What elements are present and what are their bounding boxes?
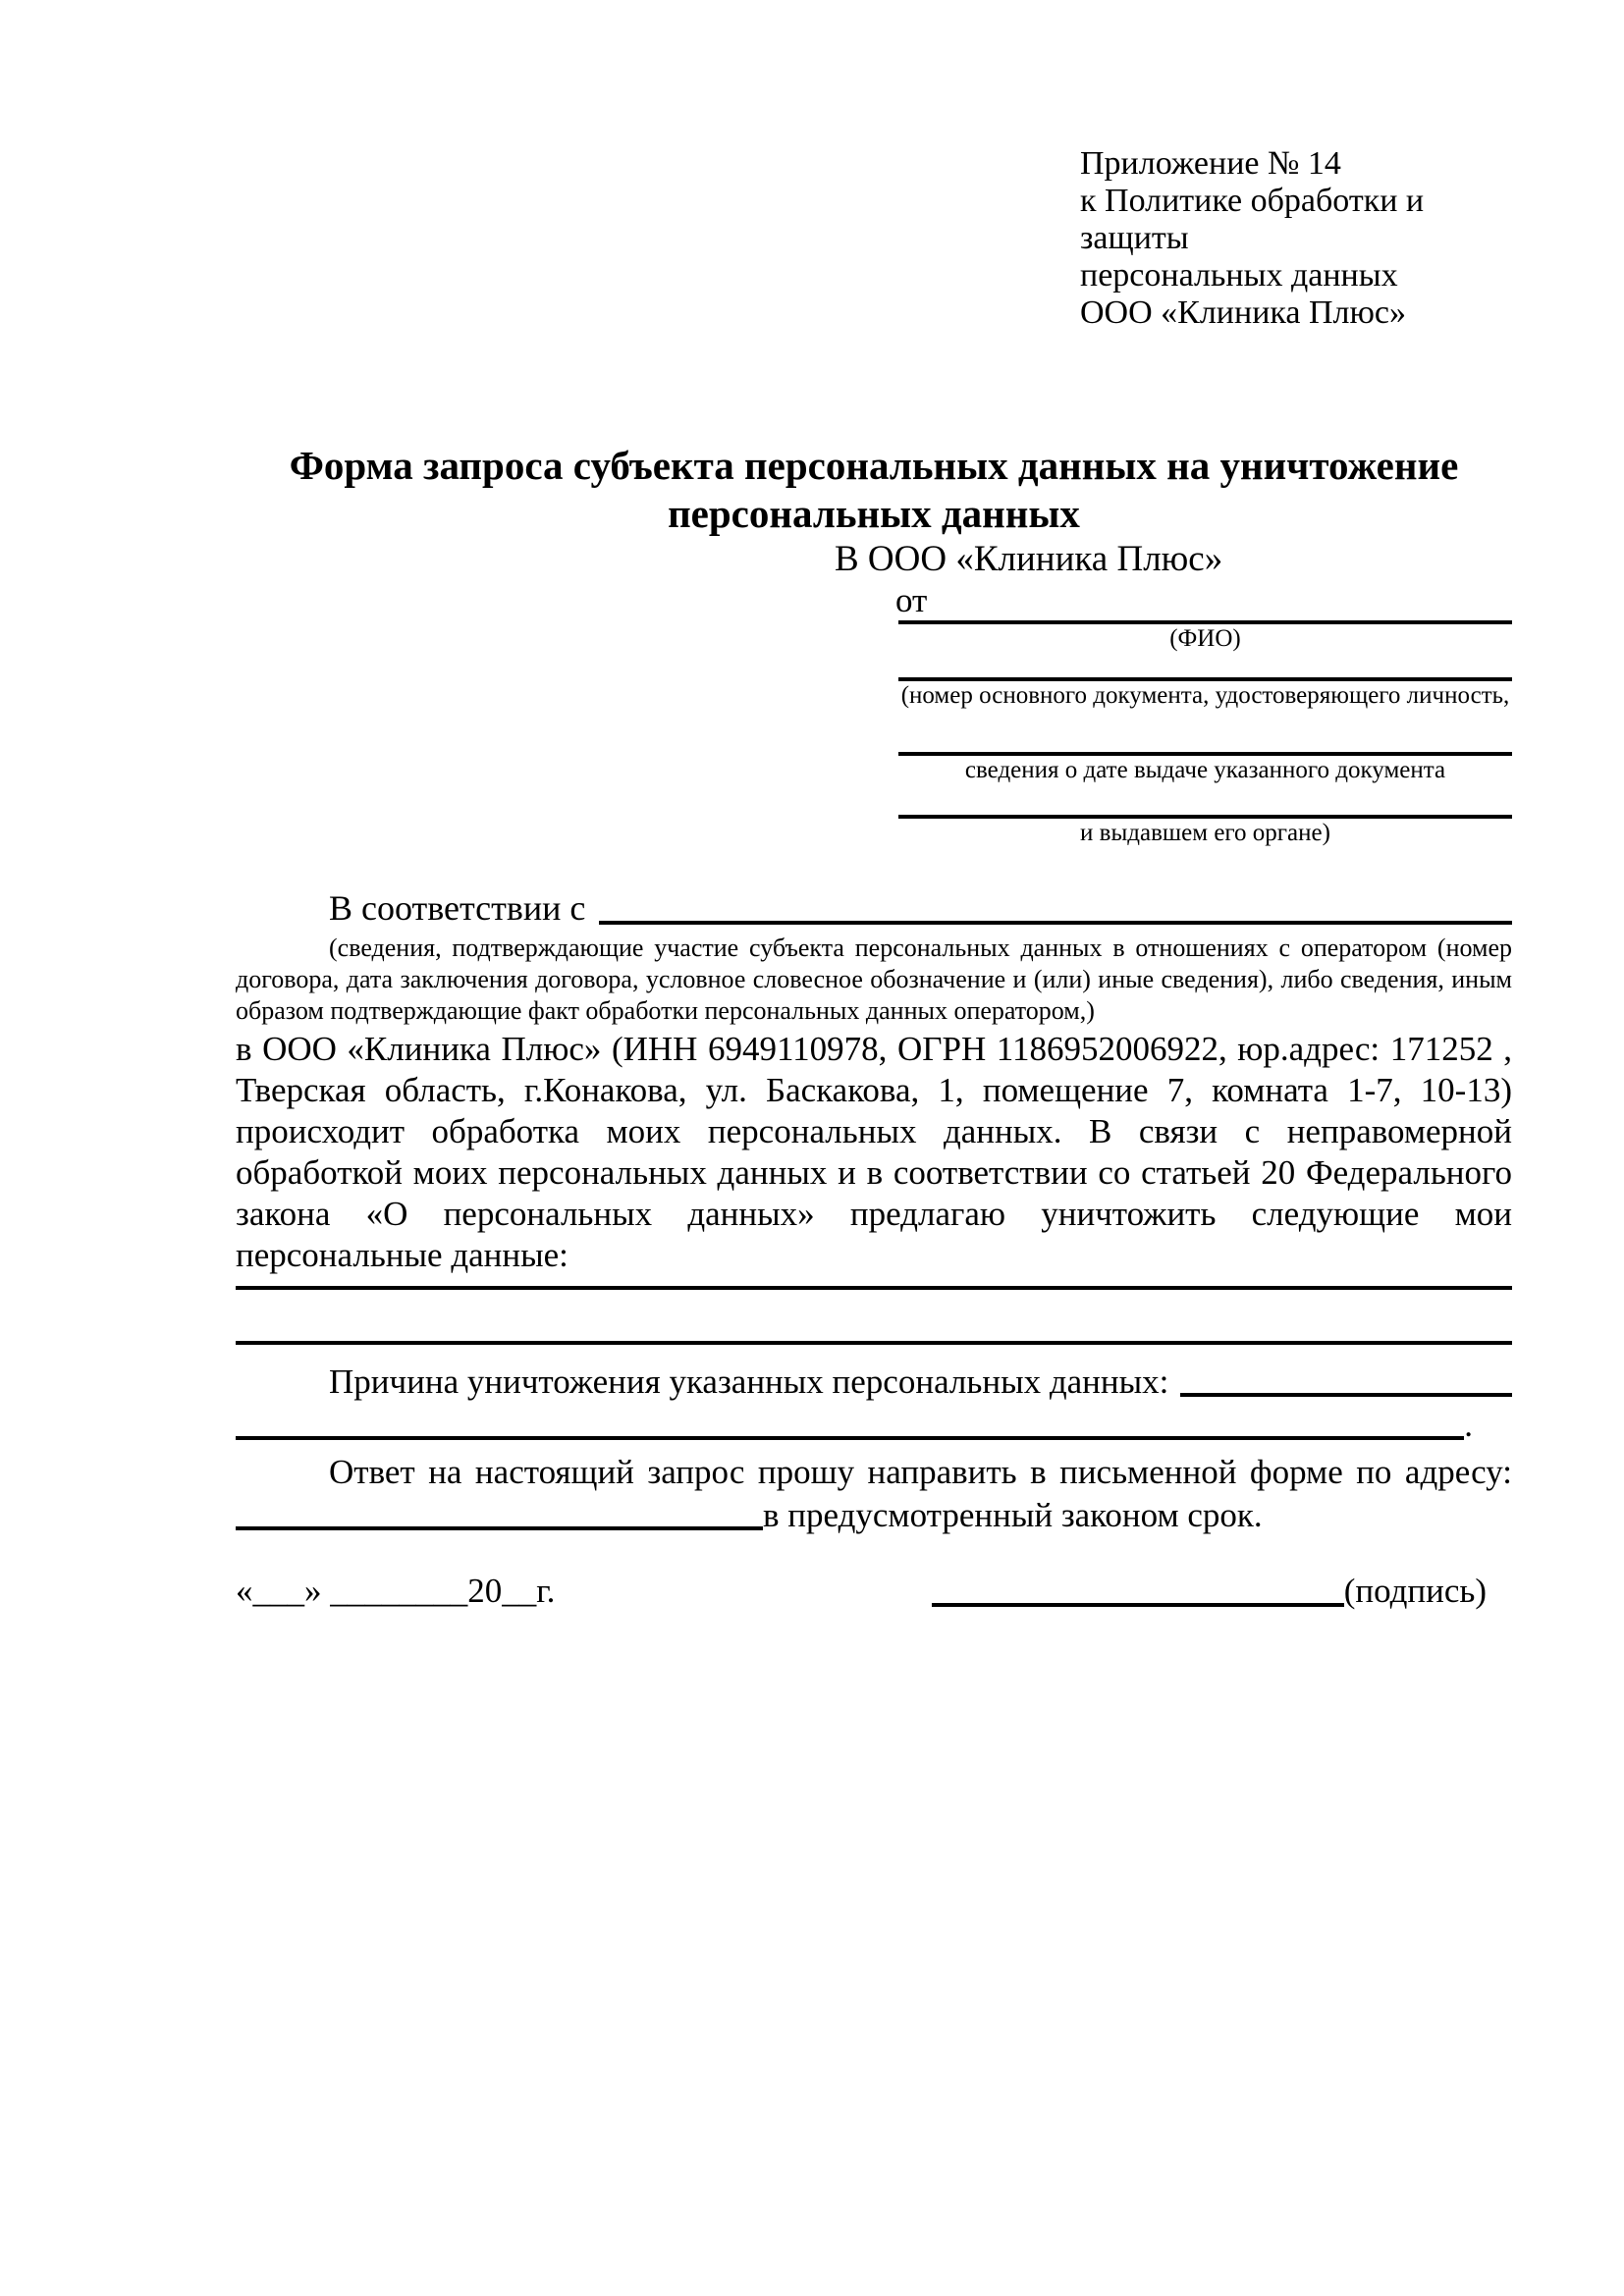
date-signature-row	[236, 1569, 1512, 1614]
reason-row	[236, 1361, 1512, 1404]
form-title	[236, 442, 1512, 538]
reason-label: Причина уничтожения указанных персональных данных:	[329, 1362, 1169, 1401]
accordance-note: (сведения, подтверждающие участие субъекта персональных данных в отношениях с оператором (номер договора, дата заключения договора, условное словесное обозначение и (или) иные сведения), либо сведения, иным образом подтверждающие факт обработки персональных данных оператором,)	[236, 934, 1512, 1025]
document-content	[0, 145, 1624, 1614]
reply-address-blank-line	[236, 1526, 763, 1530]
document-number-caption: (номер основного документа, удостоверяющего личность,	[900, 682, 1510, 709]
reply-tail-text: в предусмотренный законом срок.	[763, 1496, 1263, 1534]
accordance-row	[236, 885, 1512, 931]
signature-block	[932, 1569, 1487, 1614]
appendix-line: персональных данных	[1080, 257, 1398, 294]
form-title-line1: Форма запроса субъекта персональных данных на уничтожение	[289, 443, 1459, 488]
issuing-authority-field	[898, 815, 1512, 848]
reason-continuation-row	[236, 1404, 1512, 1447]
reason-blank-line	[1180, 1393, 1512, 1397]
issue-date-field	[898, 752, 1512, 785]
fio-field	[898, 620, 1512, 654]
reply-sentence: Ответ на настоящий запрос прошу направить в письменной форме по адресу:	[329, 1453, 1512, 1491]
form-title-line2: персональных данных	[668, 491, 1080, 536]
document-number-field	[898, 677, 1512, 711]
from-label: от	[895, 581, 928, 619]
appendix-line: ООО «Клиника Плюс»	[1080, 294, 1406, 331]
recipient-organization: В ООО «Клиника Плюс»	[835, 539, 1223, 579]
date-template: «___» ________20__г.	[236, 1572, 556, 1610]
personal-data-blank-line-2	[236, 1290, 1512, 1345]
accordance-blank-line	[599, 921, 1512, 925]
reply-address-row	[236, 1494, 1512, 1537]
fio-caption: (ФИО)	[1169, 625, 1241, 652]
appendix-block	[1080, 145, 1522, 332]
main-paragraph: в ООО «Клиника Плюс» (ИНН 6949110978, ОГРН 1186952006922, юр.адрес: 171252 , Тверская область, г.Конакова, ул. Баскакова, 1, помещение 7, комната 1-7, 10-13) происходит обработка моих персональных данных. В связи с неправомерной обработкой моих персональных данных и в соответствии со статьей 20 Федерального закона «О персональных данных» предлагаю уничтожить следующие мои персональные данные:	[236, 1030, 1512, 1274]
issue-date-caption: сведения о дате выдаче указанного документа	[964, 757, 1446, 783]
issuing-authority-caption: и выдавшем его органе)	[1080, 820, 1330, 846]
appendix-line: к Политике обработки и защиты	[1080, 183, 1425, 256]
appendix-line: Приложение № 14	[1080, 145, 1341, 182]
applicant-fields-block	[898, 620, 1512, 848]
reason-sentence-period: .	[1464, 1406, 1473, 1444]
signature-caption: (подпись)	[1343, 1572, 1487, 1610]
reason-blank-line-2	[236, 1436, 1464, 1440]
signature-blank-line	[932, 1603, 1344, 1607]
accordance-label: В соответствии с	[329, 888, 586, 928]
